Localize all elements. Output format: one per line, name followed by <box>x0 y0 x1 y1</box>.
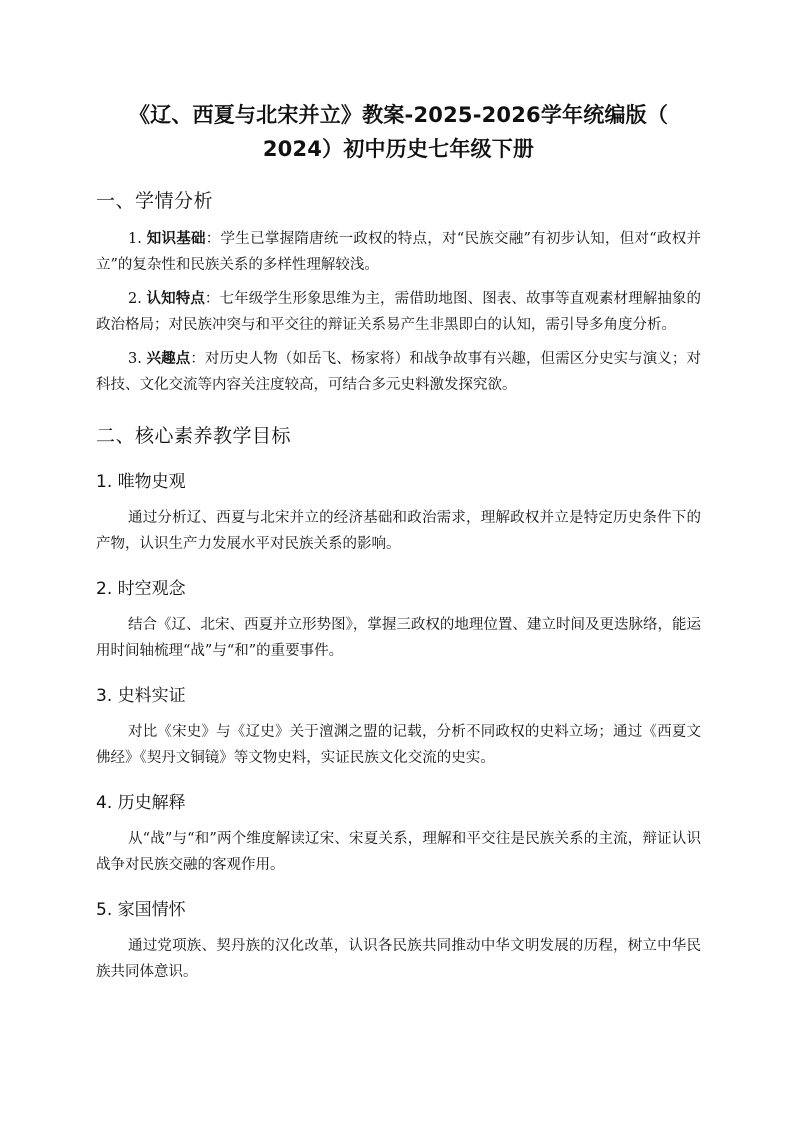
document-title-line-1: 《辽、西夏与北宋并立》教案-2025-2026学年统编版（ <box>128 103 669 127</box>
document-title-line-2: 2024）初中历史七年级下册 <box>262 137 535 161</box>
goal-text-interpretation: 从“战”与“和”两个维度解读辽宋、宋夏关系，理解和平交往是民族关系的主流，辩证认识战争对民族交融的客观作用。 <box>96 831 701 873</box>
section-heading-core-goals: 二、核心素养教学目标 <box>96 425 292 447</box>
item-lead: 兴趣点 <box>146 350 191 367</box>
goal-heading-evidence: 3. 史料实证 <box>96 686 186 706</box>
goal-text-evidence: 对比《宋史》与《辽史》关于澶渊之盟的记载，分析不同政权的史料立场；通过《西夏文佛经》《契丹文铜镜》等文物史料，实证民族文化交流的史实。 <box>96 724 701 766</box>
item-lead: 知识基础 <box>146 230 206 247</box>
goal-text-space-time: 结合《辽、北宋、西夏并立形势图》，掌握三政权的地理位置、建立时间及更迭脉络，能运用时间轴梳理“战”与“和”的重要事件。 <box>96 617 701 659</box>
learning-analysis-item-3 <box>96 346 701 398</box>
item-text: ：对历史人物（如岳飞、杨家将）和战争故事有兴趣，但需区分史实与演义；对科技、文化交流等内容关注度较高，可结合多元史料激发探究欲。 <box>96 351 701 393</box>
item-text: ：学生已掌握隋唐统一政权的特点，对“民族交融”有初步认知，但对“政权并立”的复杂性和民族关系的多样性理解较浅。 <box>96 231 701 273</box>
learning-analysis-item-2 <box>96 286 701 338</box>
goal-heading-historical-materialism: 1. 唯物史观 <box>96 472 186 492</box>
item-lead: 认知特点 <box>146 290 205 307</box>
goal-heading-interpretation: 4. 历史解释 <box>96 793 186 813</box>
document-title <box>96 98 701 166</box>
section-heading-learning-analysis: 一、学情分析 <box>96 190 214 212</box>
goal-heading-space-time: 2. 时空观念 <box>96 579 186 599</box>
item-number: 1. <box>128 231 147 247</box>
goal-text-patriotism: 通过党项族、契丹族的汉化改革，认识各民族共同推动中华文明发展的历程，树立中华民族共同体意识。 <box>96 938 701 980</box>
learning-analysis-item-1 <box>96 226 701 278</box>
goal-text-historical-materialism: 通过分析辽、西夏与北宋并立的经济基础和政治需求，理解政权并立是特定历史条件下的产物，认识生产力发展水平对民族关系的影响。 <box>96 510 701 552</box>
goal-heading-patriotism: 5. 家国情怀 <box>96 900 186 920</box>
item-number: 2. <box>128 291 147 307</box>
item-number: 3. <box>128 351 147 367</box>
item-text: ：七年级学生形象思维为主，需借助地图、图表、故事等直观素材理解抽象的政治格局；对民族冲突与和平交往的辩证关系易产生非黑即白的认知，需引导多角度分析。 <box>96 291 701 333</box>
